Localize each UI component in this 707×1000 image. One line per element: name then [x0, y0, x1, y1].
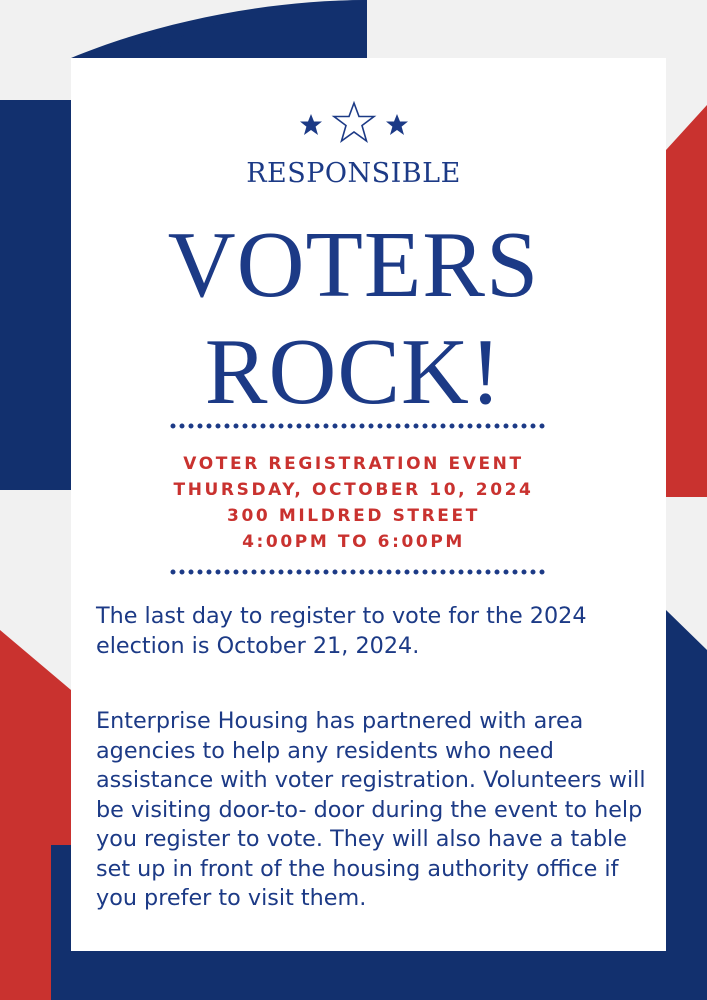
star-filled-icon — [300, 114, 322, 135]
partnership-paragraph: Enterprise Housing has partnered with area agencies to help any residents who need assistance with voter registration. Volunteers will be visiting door-to- door during the event to help you register to vote. They will also have a table set up in front of the housing authority office if you prefer to visit them. — [96, 708, 646, 911]
subtitle: RESPONSIBLE — [246, 158, 461, 189]
dotted-divider-bottom — [170, 568, 554, 576]
title-line-2: ROCK! — [204, 320, 503, 424]
title-line-1: VOTERS — [167, 213, 540, 317]
event-date: THURSDAY, OCTOBER 10, 2024 — [173, 480, 534, 500]
event-name: VOTER REGISTRATION EVENT — [183, 454, 524, 474]
event-time: 4:00PM TO 6:00PM — [242, 532, 465, 552]
stars-decoration — [0, 100, 707, 140]
star-filled-icon — [386, 114, 408, 135]
event-address: 300 MILDRED STREET — [227, 506, 480, 526]
registration-deadline-paragraph: The last day to register to vote for the 2024 election is October 21, 2024. — [96, 603, 587, 659]
star-outline-icon — [334, 103, 374, 141]
dotted-divider-top — [170, 422, 554, 430]
